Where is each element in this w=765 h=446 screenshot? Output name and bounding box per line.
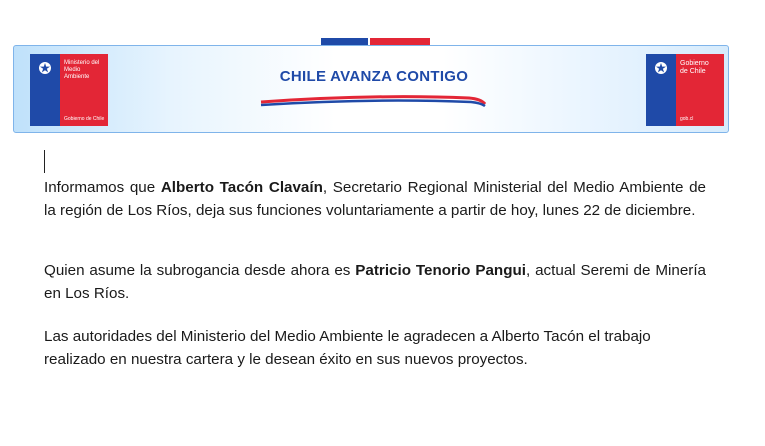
logo-right-text: Gobierno de Chile [680,60,709,75]
gobierno-de-chile-logo [646,54,724,126]
logo-left-footer: Gobierno de Chile [64,116,105,122]
logo-left-text: Ministerio del Medio Ambiente [64,60,100,80]
paragraph-substitute: Quien asume la subrogancia desde ahora es Patricio Tenorio Pangui, actual Seremi de Minería en Los Ríos. [44,262,706,302]
logo-right-footer: gob.cl [680,116,694,122]
ministerio-medio-ambiente-logo [30,54,108,126]
campaign-title: CHILE AVANZA CONTIGO [279,68,469,85]
text-cursor [44,150,45,173]
header-banner [13,45,729,133]
coat-of-arms-icon [654,61,668,75]
person-name-substitute: Patricio Tenorio Pangui [355,262,526,279]
swoosh-graphic [259,92,489,108]
person-name-outgoing: Alberto Tacón Clavaín [160,179,323,196]
coat-of-arms-icon [38,61,52,75]
paragraph-thanks: Las autoridades del Ministerio del Medio Ambiente le agradecen a Alberto Tacón el trabajo realizado en nuestra cartera y le desean éxito en sus nuevos proyectos. [44,328,651,368]
paragraph-announcement: Informamos que Alberto Tacón Clavaín, Secretario Regional Ministerial del Medio Ambiente de la región de Los Ríos, deja sus funciones voluntariamente a partir de hoy, lunes 22 de diciembre. [44,179,706,219]
